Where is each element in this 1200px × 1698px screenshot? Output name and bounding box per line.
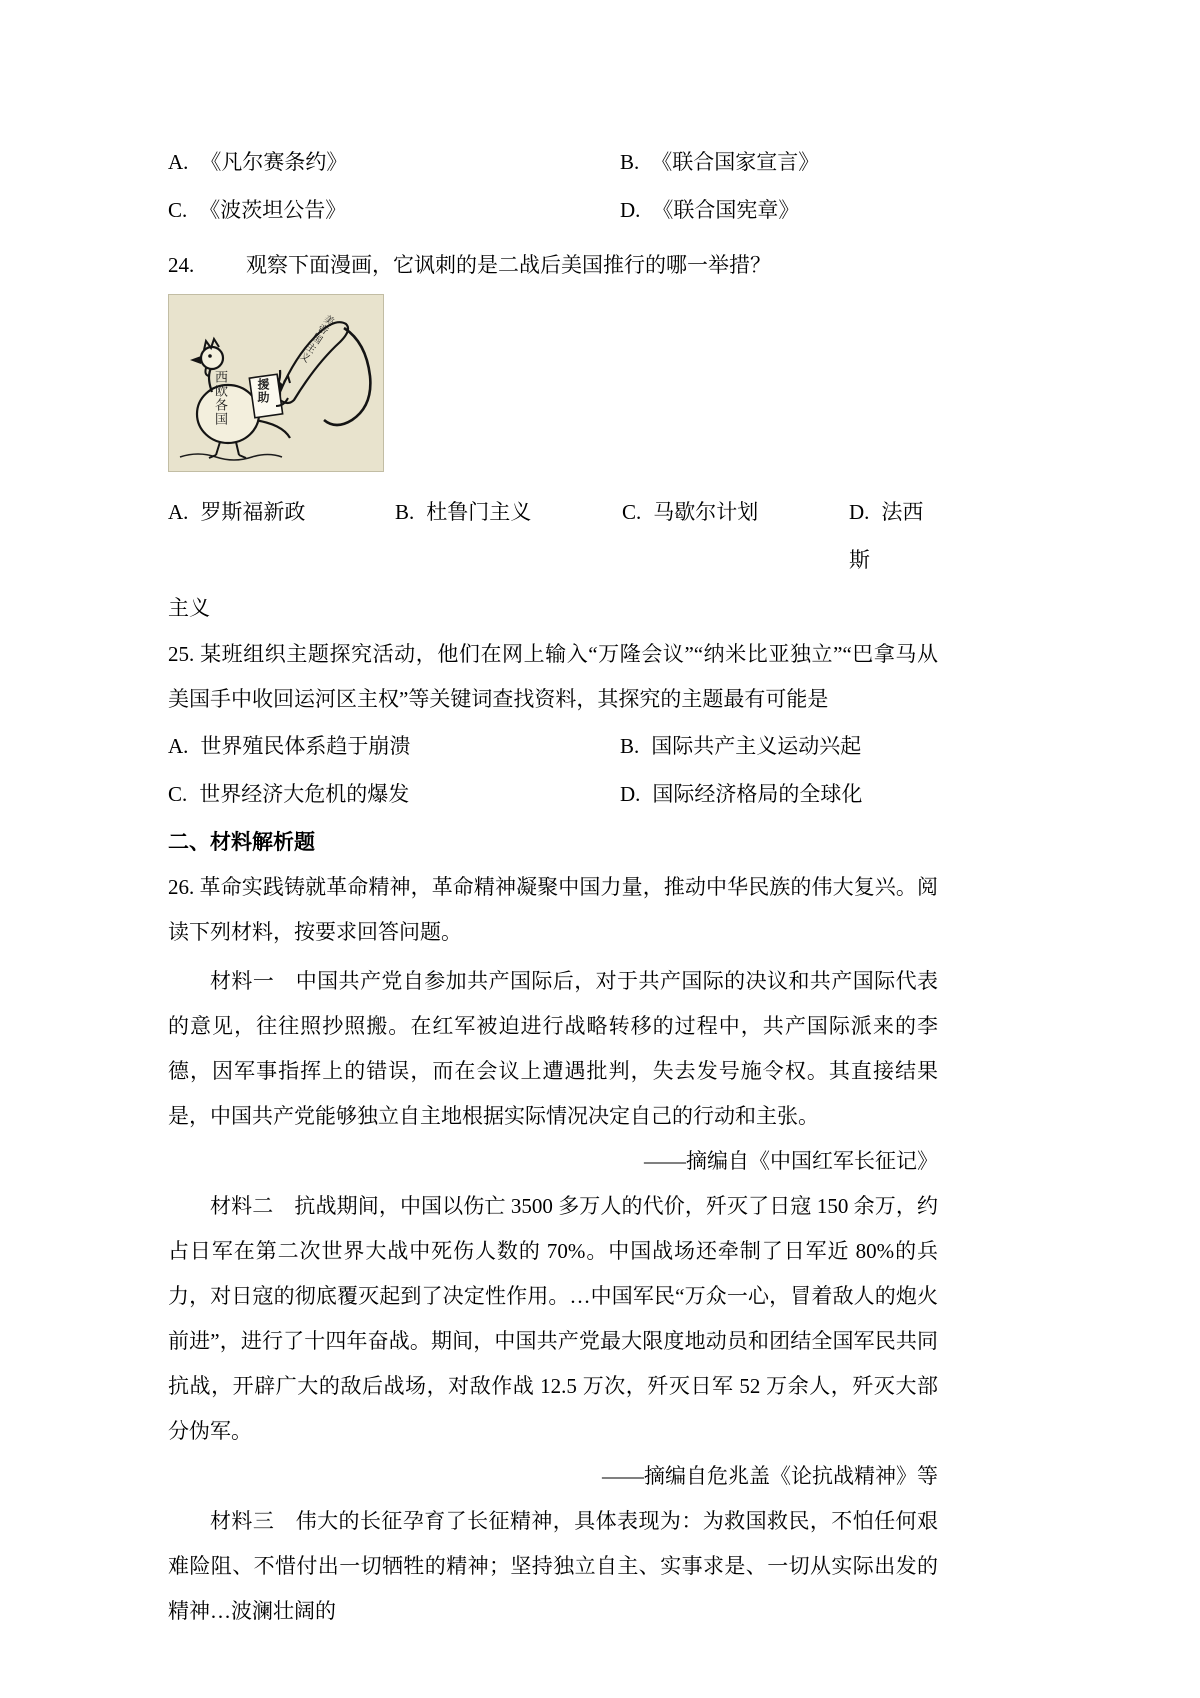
option-label: C. bbox=[622, 500, 642, 524]
q26-material-1-source: ——摘编自《中国红军长征记》 bbox=[644, 1149, 938, 1173]
exam-page bbox=[168, 138, 938, 1634]
option-label: A. bbox=[168, 150, 189, 174]
q23-option-c bbox=[168, 186, 620, 234]
q25-options-row-2 bbox=[168, 770, 938, 818]
cartoon-rooster-label: 西欧各国 bbox=[213, 370, 228, 426]
option-text: 世界经济大危机的爆发 bbox=[199, 782, 410, 806]
q26-material-2-source: ——摘编自危兆盖《论抗战精神》等 bbox=[602, 1464, 938, 1488]
q25-option-b bbox=[620, 722, 938, 770]
q24-option-d bbox=[849, 488, 938, 584]
q23-option-a bbox=[168, 138, 620, 186]
option-text: 《联合国宪章》 bbox=[652, 198, 800, 222]
q25-options-row-1 bbox=[168, 722, 938, 770]
option-label: D. bbox=[849, 500, 870, 524]
q26-intro: 26. 革命实践铸就革命精神，革命精神凝聚中国力量，推动中华民族的伟大复兴。阅读下列材料，按要求回答问题。 bbox=[168, 875, 938, 944]
q24-options-row bbox=[168, 488, 938, 584]
option-text: 国际共产主义运动兴起 bbox=[651, 734, 862, 758]
q25-option-c bbox=[168, 770, 620, 818]
q25-option-d bbox=[620, 770, 938, 818]
option-text: 罗斯福新政 bbox=[200, 500, 306, 524]
cartoon-weasel-label: 美帝国主义 bbox=[295, 311, 336, 364]
option-text: 马歇尔计划 bbox=[653, 500, 759, 524]
q23-options-row-2 bbox=[168, 186, 938, 234]
q26-material-3: 材料三 伟大的长征孕育了长征精神，具体表现为：为救国救民，不怕任何艰难险阻、不惜付出一切牺牲的精神；坚持独立自主、实事求是、一切从实际出发的精神…波澜壮阔的 bbox=[168, 1509, 938, 1623]
option-label: B. bbox=[620, 734, 640, 758]
q25-option-a bbox=[168, 722, 620, 770]
q26-material-2: 材料二 抗战期间，中国以伤亡 3500 多万人的代价，歼灭了日寇 150 余万，约占日军在第二次世界大战中死伤人数的 70%。中国战场还牵制了日军近 80%的兵力，对日寇的彻底覆灭起到了决定性作用。…中国军民“万众一心，冒着敌人的炮火前进”，进行了十四年奋战。期间，中国共产党最大限度地动员和团结全国军民共同抗战，开辟广大的敌后战场，对敌作战 12.5 万次，歼灭日军 52 万余人，歼灭大部分伪军。 bbox=[168, 1194, 938, 1443]
section-2-title: 二、材料解析题 bbox=[168, 830, 315, 854]
q25-stem: 25. 某班组织主题探究活动，他们在网上输入“万隆会议”“纳米比亚独立”“巴拿马从美国手中收回运河区主权”等关键词查找资料，其探究的主题最有可能是 bbox=[168, 642, 938, 711]
option-text: 《联合国家宣言》 bbox=[651, 150, 820, 174]
cartoon-drawing bbox=[168, 294, 384, 472]
cartoon-aid-note-label: 援助 bbox=[256, 378, 270, 404]
option-label: B. bbox=[620, 150, 640, 174]
q24-option-d-wrap: 主义 bbox=[168, 596, 210, 620]
option-label: C. bbox=[168, 198, 188, 222]
q23-options-row-1 bbox=[168, 138, 938, 186]
option-label: A. bbox=[168, 734, 189, 758]
option-text: 国际经济格局的全球化 bbox=[652, 782, 863, 806]
option-label: D. bbox=[620, 782, 641, 806]
option-label: D. bbox=[620, 198, 641, 222]
q23-option-b bbox=[620, 138, 938, 186]
option-label: A. bbox=[168, 500, 189, 524]
q24-stem bbox=[168, 242, 938, 288]
q24-option-c bbox=[622, 488, 849, 584]
q24-number: 24. bbox=[168, 253, 195, 277]
option-text: 法西斯 bbox=[849, 500, 924, 572]
option-label: B. bbox=[395, 500, 415, 524]
q24-stem-text: 观察下面漫画，它讽刺的是二战后美国推行的哪一举措？ bbox=[246, 253, 771, 277]
q24-option-a bbox=[168, 488, 395, 584]
option-label: C. bbox=[168, 782, 188, 806]
q26-material-1: 材料一 中国共产党自参加共产国际后，对于共产国际的决议和共产国际代表的意见，往往照抄照搬。在红军被迫进行战略转移的过程中，共产国际派来的李德，因军事指挥上的错误，而在会议上遭遇批判，失去发号施令权。其直接结果是，中国共产党能够独立自主地根据实际情况决定自己的行动和主张。 bbox=[168, 969, 938, 1128]
q24-option-b bbox=[395, 488, 622, 584]
option-text: 杜鲁门主义 bbox=[426, 500, 532, 524]
option-text: 世界殖民体系趋于崩溃 bbox=[200, 734, 411, 758]
q24-cartoon-image bbox=[168, 294, 384, 472]
option-text: 《凡尔赛条约》 bbox=[200, 150, 348, 174]
option-text: 《波茨坦公告》 bbox=[199, 198, 347, 222]
q23-option-d bbox=[620, 186, 938, 234]
